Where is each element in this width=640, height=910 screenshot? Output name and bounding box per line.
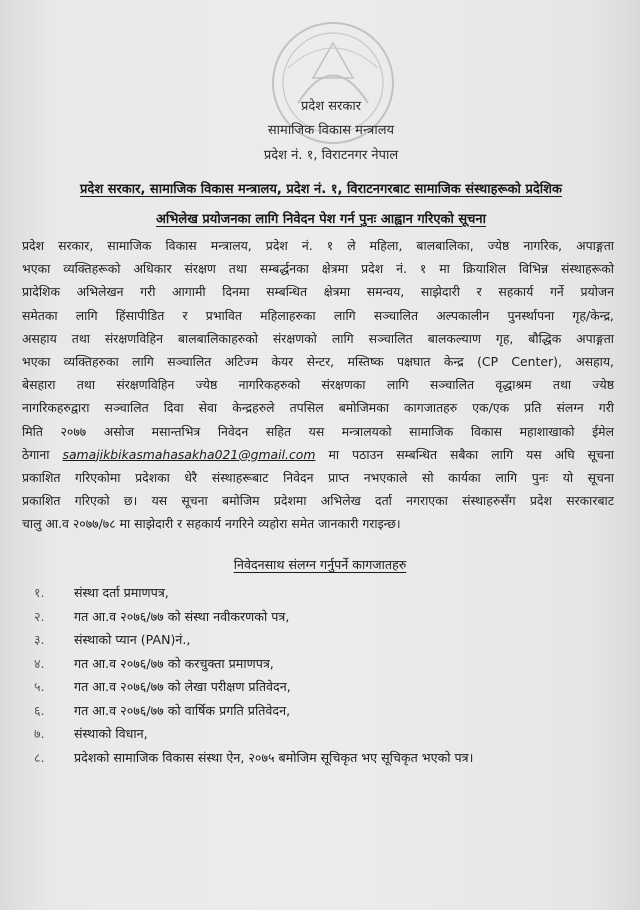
list-item-text: संस्थाको विधान,: [74, 726, 148, 741]
list-item-text: गत आ.व २०७६/७७ को वार्षिक प्रगति प्रतिवेदन,: [74, 702, 291, 718]
list-item: [34, 702, 624, 726]
body-line: समेतका लागि हिंसापीडित र प्रभावित महिलाहरुका लागि सञ्चालित अल्पकालीन पुनर्स्थापना गृह/केन्द्र,: [22, 307, 614, 323]
list-item: [34, 584, 624, 608]
body-line: प्रदेश सरकार, सामाजिक विकास मन्त्रालय, प्रदेश नं. १ ले महिला, बालबालिका, ज्येष्ठ नागरिक, अपाङ्गता: [22, 238, 614, 253]
list-item: [34, 725, 624, 749]
list-item-number: १.: [34, 585, 45, 600]
list-item-number: ४.: [34, 655, 45, 671]
list-item-number: ७.: [34, 726, 45, 741]
list-item-text: संस्थाको प्यान (PAN)नं.,: [74, 632, 191, 647]
list-item-text: गत आ.व २०७६/७७ को करचुक्ता प्रमाणपत्र,: [74, 655, 274, 671]
body-line: प्रकाशित गरिएकोमा प्रदेशका धेरै संस्थाहरूबाट निवेदन प्राप्त नभएकाले सो कार्यका लागि पुनः यो सूचना: [22, 469, 614, 485]
list-item-number: ३.: [34, 632, 45, 647]
email-suffix-text: मा पठाउन सम्बन्धित सबैका लागि यस अघि सूचना: [315, 446, 614, 462]
body-line: नागरिकहरुद्वारा सञ्चालित दिवा सेवा केन्द्रहरुले तपसिल बमोजिमका कागजातहरु एक/एक प्रति संलग्न गरी: [22, 400, 614, 416]
notice-title-line-2: अभिलेख प्रयोजनका लागि निवेदन पेश गर्न पुनः आह्वान गरिएको सूचना: [155, 212, 487, 227]
body-line: मिति २०७७ असोज मसान्तभित्र निवेदन सहित यस मन्त्रालयको सामाजिक विकास महाशाखाको ईमेल: [22, 423, 614, 439]
letterhead-address: प्रदेश नं. १, विराटनगर नेपाल: [263, 148, 399, 163]
body-line: असहाय तथा संरक्षणविहिन बालबालिकाहरुको संरक्षणको लागि सञ्चालित बालकल्याण गृह, बौद्धिक अपाङ्गता: [22, 330, 614, 346]
list-item: [34, 749, 624, 773]
letterhead-government: प्रदेश सरकार: [300, 99, 362, 114]
list-item-number: २.: [34, 608, 45, 624]
email-link[interactable]: samajikbikasmahasakha021@gmail.com: [62, 446, 316, 462]
notice-body: [22, 234, 614, 535]
body-line: बेसहारा तथा संरक्षणविहिन ज्येष्ठ नागरिकहरुको संरक्षणका लागि सञ्चालित वृद्धाश्रम तथा ज्येष्ठ: [22, 377, 614, 393]
body-line: भएका व्यक्तिहरुका लागि सञ्चालित अटिज्म केयर सेन्टर, मस्तिष्क पक्षघात केन्द्र (CP Center), असहाय,: [22, 353, 614, 369]
letterhead-ministry: सामाजिक विकास मन्त्रालय: [267, 123, 395, 138]
body-line: प्रादेशिक अभिलेखन गरी आगामी दिनमा सम्बन्धित क्षेत्रमा समन्वय, साझेदारी र सहकार्य गर्ने प्रयोजन: [22, 284, 614, 300]
list-item-text: प्रदेशको सामाजिक विकास संस्था ऐन, २०७५ बमोजिम सूचिकृत भए सूचिकृत भएको पत्र।: [74, 749, 474, 765]
list-item-text: संस्था दर्ता प्रमाणपत्र,: [74, 585, 169, 600]
notice-title-line-1: प्रदेश सरकार, सामाजिक विकास मन्त्रालय, प्रदेश नं. १, विराटनगरबाट सामाजिक संस्थाहरूको प्रदेशिक: [80, 182, 562, 197]
list-item-number: ८.: [34, 749, 45, 765]
body-line: चालु आ.व २०७७/७८ मा साझेदारी र सहकार्य नगरिने व्यहोरा समेत जानकारी गराइन्छ।: [22, 516, 401, 532]
list-item-number: ६.: [34, 702, 45, 718]
attachments-list: [34, 584, 624, 772]
attachments-heading: निवेदनसाथ संलग्न गर्नुपर्ने कागजातहरु: [233, 557, 407, 572]
body-line-email: [22, 443, 614, 466]
letterhead: [236, 8, 426, 170]
email-prefix-text: ठेगाना: [22, 446, 63, 462]
list-item-text: गत आ.व २०७६/७७ को संस्था नवीकरणको पत्र,: [74, 608, 290, 624]
body-line: भएका व्यक्तिहरूको अधिकार संरक्षण तथा सम्बर्द्धनका क्षेत्रमा प्रदेश नं. १ मा क्रियाशिल विभिन्न संस्थाहरूको: [22, 261, 614, 277]
list-item: [34, 655, 624, 679]
body-line: प्रकाशित गरिएको छ। यस सूचना बमोजिम प्रदेशमा अभिलेख दर्ता नगराएका संस्थाहरुसँग प्रदेश सरकारबाट: [22, 493, 614, 509]
list-item-number: ५.: [34, 679, 45, 694]
list-item: [34, 631, 624, 655]
list-item-text: गत आ.व २०७६/७७ को लेखा परीक्षण प्रतिवेदन,: [74, 679, 291, 694]
list-item: [34, 678, 624, 702]
list-item: [34, 608, 624, 632]
